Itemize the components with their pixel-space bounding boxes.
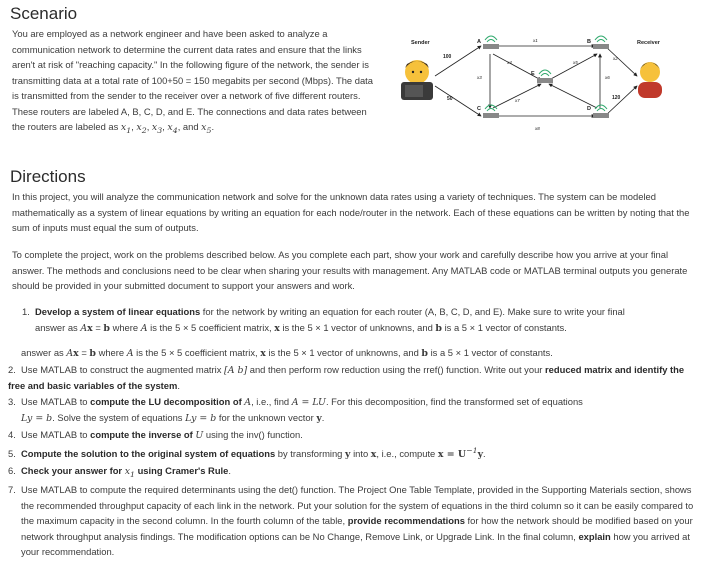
task-5: 5. Compute the solution to the original system of equations by transforming y into x, i.e., compute $x = U^{-1}y$. xyxy=(8,446,486,461)
link-label: x6 xyxy=(605,75,610,80)
scenario-body: You are employed as a network engineer and have been asked to analyze a communication network to determine the current data rates and ensure that the links aren't at risk of "reaching capacity." In the following figure of the network, the sender is transmitting data at a total rate of 100+50 = 150 megabits per second (Mbps). The data is transmitted from the sender to the receiver over a network of five different routers. These routers are labeled A, B, C, D, and E. The connections and data rates between the routers are labeled as xyxy=(12,28,373,132)
task-3-continued: Ly = b. Solve the system of equations Ly = b for the unknown vector y. xyxy=(21,412,325,424)
sender-label: Sender xyxy=(411,40,430,46)
var-x3: $x_3$ xyxy=(151,122,163,135)
scenario-heading: Scenario xyxy=(10,4,78,23)
network-diagram xyxy=(395,34,695,152)
task-4: 4. Use MATLAB to compute the inverse of U using the inv() function. xyxy=(8,428,303,441)
task-list-overlay xyxy=(22,304,700,336)
router-a xyxy=(477,36,499,49)
var-x1: $x_1$ xyxy=(120,122,132,135)
var-x4: $x_4$ xyxy=(167,122,178,135)
task-6: 6. Check your answer for $x_1$ using Cramer's Rule. xyxy=(8,464,231,479)
rate-top-label: 100 xyxy=(443,54,452,60)
receiver-avatar xyxy=(638,62,662,98)
link-label: x5 xyxy=(573,60,578,65)
task-list xyxy=(8,345,700,560)
rate-out-label: 120 xyxy=(612,95,621,101)
router-b xyxy=(587,36,609,49)
task-1-continued: answer as Ax = b where A is the 5 × 5 coefficient matrix, x is the 5 × 1 vector of unknowns, and b is a 5 × 1 vector of constants. xyxy=(35,321,567,334)
svg-text:D: D xyxy=(587,106,591,112)
link-label: x4 xyxy=(507,60,512,65)
svg-text:A: A xyxy=(477,39,481,45)
task-3: 3. Use MATLAB to compute the LU decomposition of A, i.e., find A = LU. For this decomposition, find the transformed set of equations xyxy=(8,395,583,408)
sender-avatar xyxy=(401,60,433,100)
svg-text:C: C xyxy=(477,106,481,112)
link-label: x1 xyxy=(533,38,538,43)
link-label: x2 xyxy=(613,56,618,61)
task-2: 2. Use MATLAB to construct the augmented matrix [A b] and then perform row reduction using the rref() function. Write out your reduced matrix and identify the free and basic variables of the system. xyxy=(8,363,685,391)
var-x5: $x_5$ xyxy=(201,122,212,135)
svg-text:E: E xyxy=(531,71,535,77)
scenario-text: You are employed as a network engineer and have been asked to analyze a communication network to determine the current data rates and ensure that the links aren't at risk of "reaching capacity." In the following figure of the network, the sender is transmitting data at a total rate of 100+50 = 150 megabits per second (Mbps). The data is transmitted from the sender to the receiver over a network of five different routers. These routers are labeled A, B, C, D, and E. The connections and data rates between the routers are labeled as $x_1$, $x_2$, $x_3$, $x_4$, and $x_5$. xyxy=(12,28,373,135)
svg-text:B: B xyxy=(587,39,591,45)
link-label: x7 xyxy=(515,98,520,103)
task-7: 7. Use MATLAB to compute the required determinants using the det() function. The Project One Table Template, provided in the Supporting Materials section, shows the recommended throughput capacity of each link in the network. Put your solution for the system of equations in the third column so it can be easily compared to the maximum capacity in the second column. In the fourth column of the table, provide recommendations for how the network should be modified based on your network throughput analysis findings. The modification options can be No Change, Remove Link, or Upgrade Link. In the final column, explain how you arrived at your recommendation. xyxy=(8,484,694,557)
link-label: x3 xyxy=(477,75,482,80)
task-1: 1. Develop a system of linear equations for the network by writing an equation for each router (A, B, C, D, and E). Make sure to write your final xyxy=(22,306,625,317)
directions-heading: Directions xyxy=(10,167,86,186)
directions-paragraph-2: To complete the project, work on the problems described below. As you complete each part, show your work and carefully describe how you arrive at your final answer. The methods and conclusions need to be clear when sharing your results with management. Any MATLAB code or MATLAB terminal outputs you generate should be provided in your submitted document to support your answers and work. xyxy=(12,249,688,291)
router-e xyxy=(531,70,553,83)
router-c xyxy=(477,105,499,118)
rate-bottom-label: 50 xyxy=(447,96,453,102)
directions-paragraph-1: In this project, you will analyze the communication network and solve for the unknown data rates using a variety of techniques. The system can be modeled mathematically as a system of linear equations by writing an equation for each node/router in the network. Each of these equations can be written by noting that the sum of inputs must equal the sum of outputs. xyxy=(12,191,690,233)
var-x2: $x_2$ xyxy=(136,122,147,135)
link-lines xyxy=(435,46,637,116)
link-label: x8 xyxy=(535,126,540,131)
receiver-label: Receiver xyxy=(637,40,660,46)
task-1-answer: answer as Ax = b where A is the 5 × 5 coefficient matrix, x is the 5 × 1 vector of unknowns, and b is a 5 × 1 vector of constants. xyxy=(21,347,553,359)
